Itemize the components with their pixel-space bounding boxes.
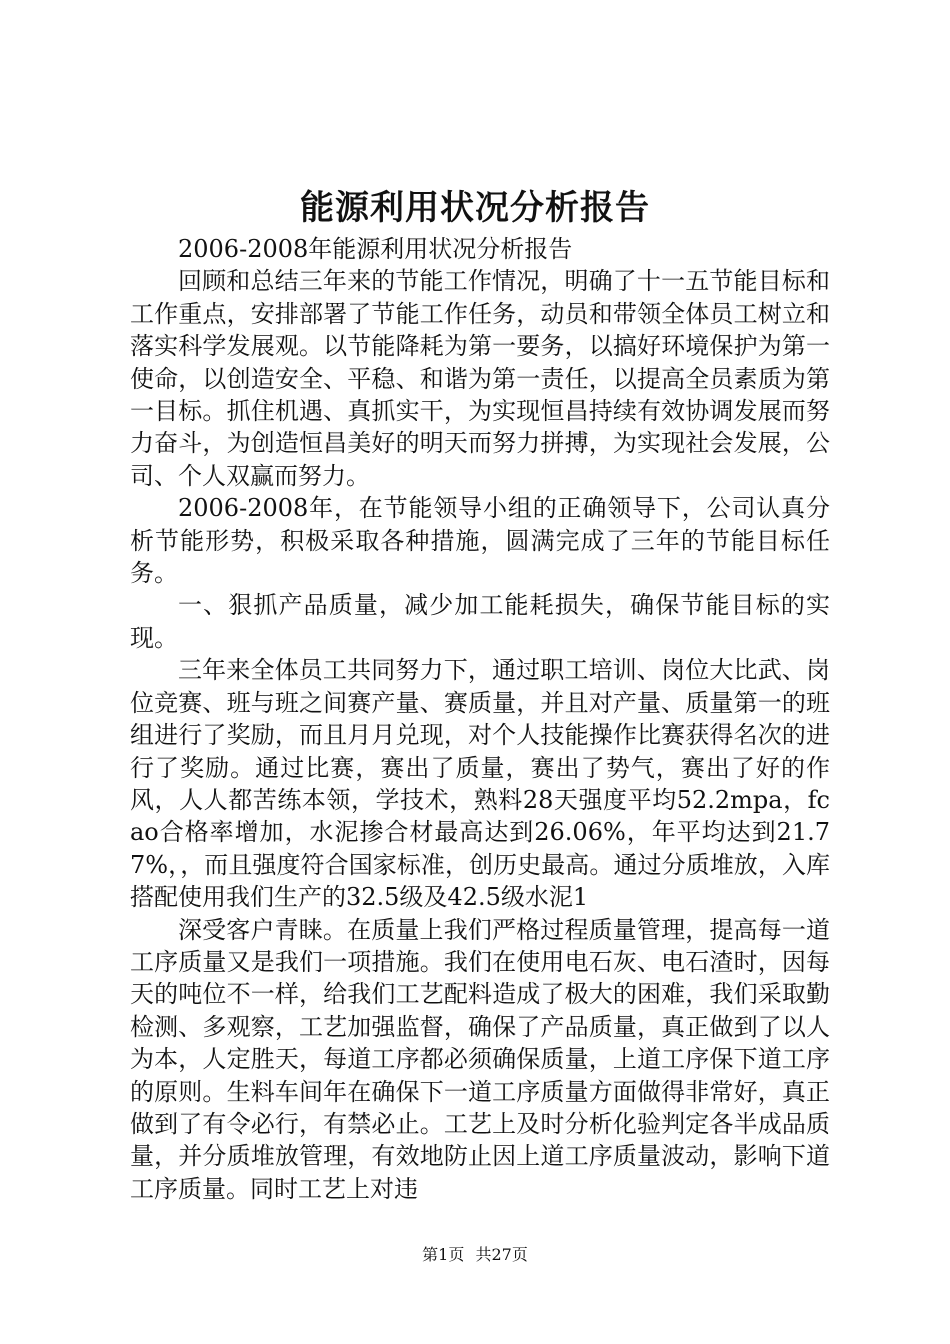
paragraph-1: 回顾和总结三年来的节能工作情况，明确了十一五节能目标和工作重点，安排部署了节能工作任务，动员和带领全体员工树立和落实科学发展观。以节能降耗为第一要务，以搞好环境保护为第一使命，以创造安全、平稳、和谐为第一责任，以提高全员素质为第一目标。抓住机遇、真抓实干，为实现恒昌持续有效协调发展而努力奋斗，为创造恒昌美好的明天而努力拼搏，为实现社会发展，公司、个人双赢而努力。 [130, 267, 830, 490]
page-footer [0, 1244, 950, 1266]
paragraph-3: 三年来全体员工共同努力下，通过职工培训、岗位大比武、岗位竞赛、班与班之间赛产量、赛质量，并且对产量、质量第一的班组进行了奖励，而且月月兑现，对个人技能操作比赛获得名次的进行了奖励。通过比赛，赛出了质量，赛出了势气，赛出了好的作风，人人都苦练本领，学技术，熟料28天强度平均52.2mpa，fcao合格率增加，水泥掺合材最高达到26.06%，年平均达到21.77%，，而且强度符合国家标准，创历史最高。通过分质堆放，入库搭配使用我们生产的32.5级及42.5级水泥1 [130, 656, 830, 912]
page-number: 第1页 [422, 1245, 465, 1264]
document-title: 能源利用状况分析报告 [300, 188, 650, 228]
section-heading-1: 一、狠抓产品质量，减少加工能耗损失，确保节能目标的实现。 [130, 591, 830, 652]
total-pages: 共27页 [475, 1245, 528, 1264]
paragraph-2: 2006-2008年，在节能领导小组的正确领导下，公司认真分析节能形势，积极采取各种措施，圆满完成了三年的节能目标任务。 [130, 494, 830, 588]
paragraph-4: 深受客户青睐。在质量上我们严格过程质量管理，提高每一道工序质量又是我们一项措施。我们在使用电石灰、电石渣时，因每天的吨位不一样，给我们工艺配料造成了极大的困难，我们采取勤检测、多观察，工艺加强监督，确保了产品质量，真正做到了以人为本，人定胜天，每道工序都必须确保质量，上道工序保下道工序的原则。生料车间年在确保下一道工序质量方面做得非常好，真正做到了有令必行，有禁必止。工艺上及时分析化验判定各半成品质量，并分质堆放管理，有效地防止因上道工序质量波动，影响下道工序质量。同时工艺上对违 [130, 915, 830, 1203]
document-subtitle: 2006-2008年能源利用状况分析报告 [178, 235, 573, 263]
document-body [130, 233, 830, 1205]
